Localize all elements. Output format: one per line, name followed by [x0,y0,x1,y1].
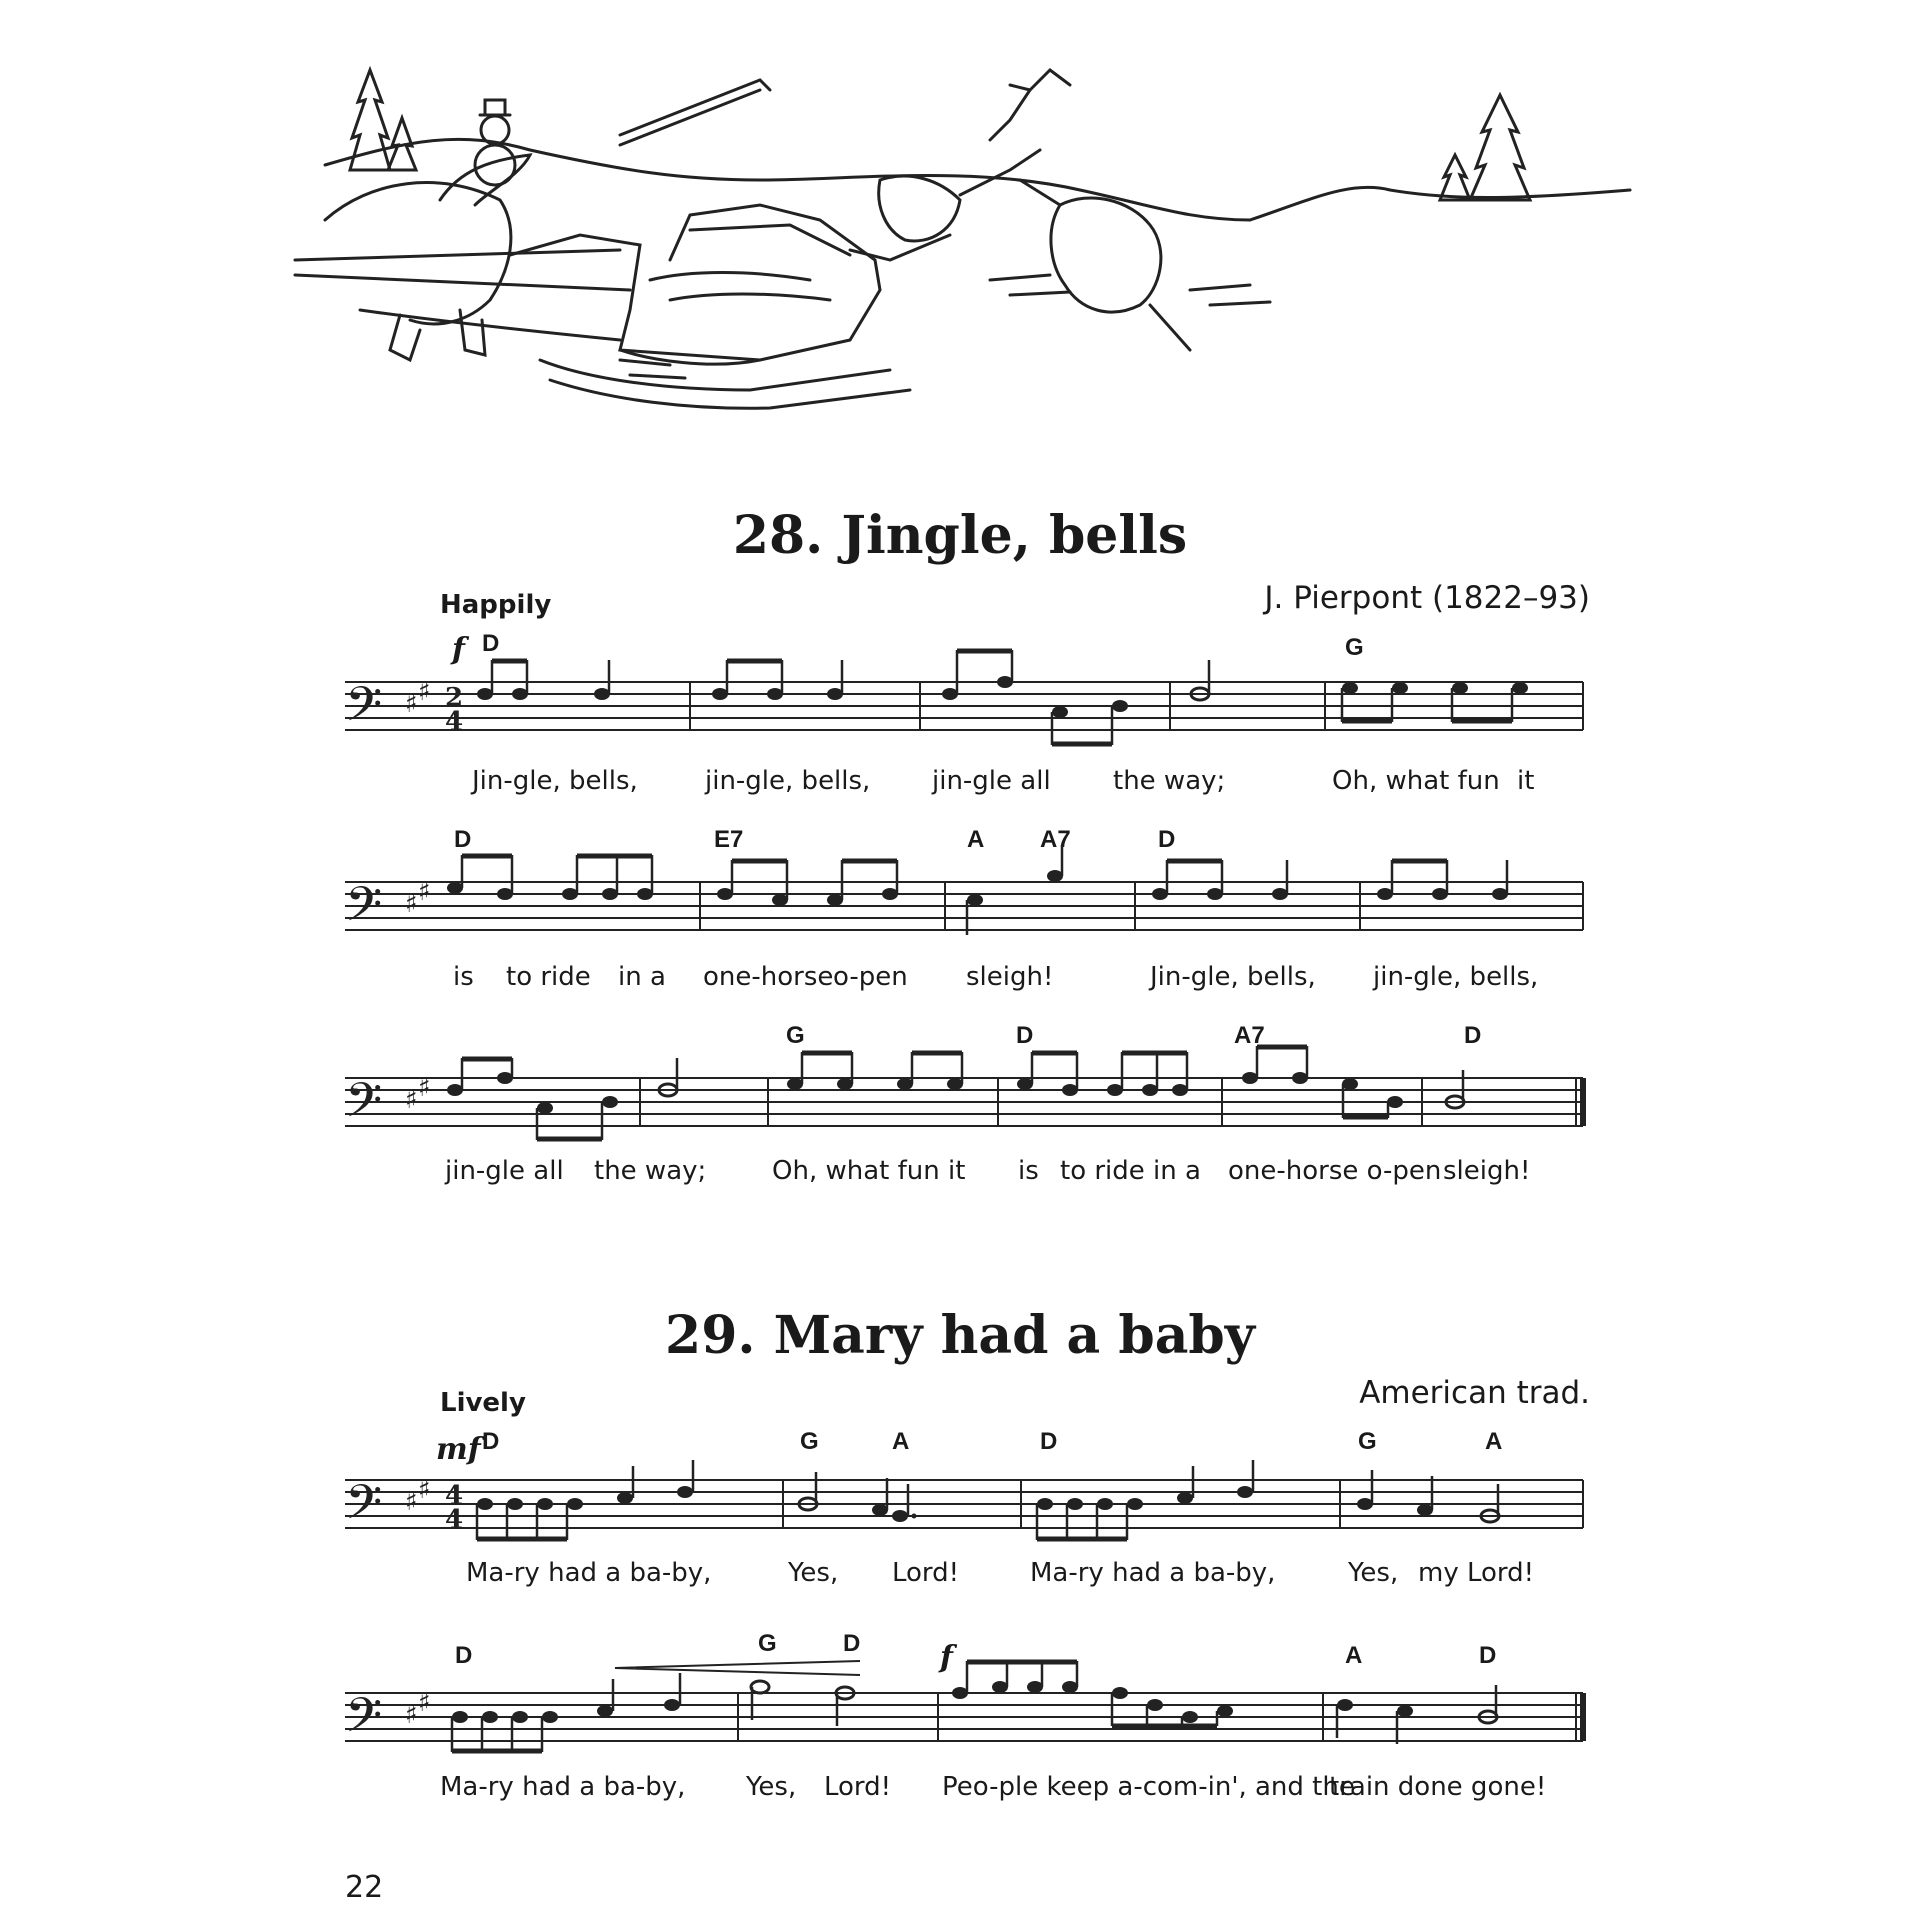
composer-credit: J. Pierpont (1822–93) [1264,580,1590,616]
lyric-syllables: Ma-ry had a ba-by, [1030,1558,1276,1588]
dynamic-marking: f [940,1640,953,1675]
lyric-syllables: Peo-ple keep a-com-in', and the [942,1772,1355,1802]
chord-symbol: G [800,1428,819,1455]
lyric-syllables: Yes, [1348,1558,1399,1588]
chord-symbol: A7 [1040,826,1071,853]
svg-text:♯: ♯ [405,889,418,919]
svg-text:𝄢: 𝄢 [345,1072,383,1140]
chord-symbol: A [967,826,985,853]
lyric-syllables: jin-gle, bells, [1373,962,1539,992]
lyric-syllables: sleigh! [966,962,1054,992]
lyric-syllables: it [1517,766,1535,796]
lyric-syllables: to ride in a [1060,1156,1201,1186]
svg-text:𝄢: 𝄢 [345,1474,383,1542]
chord-symbol: A [892,1428,910,1455]
svg-text:4: 4 [445,1505,464,1535]
chord-symbol: D [843,1630,861,1657]
svg-text:♯: ♯ [405,689,418,719]
chord-symbol: G [786,1022,805,1049]
lyric-syllables: Oh, what fun [1332,766,1500,796]
song-title: 29. Mary had a baby [665,1305,1255,1366]
svg-text:2: 2 [445,683,464,713]
chord-symbol: G [1345,634,1364,661]
svg-text:♯: ♯ [418,1073,431,1103]
chord-symbol: G [1358,1428,1377,1455]
svg-text:♯: ♯ [418,1688,431,1718]
chord-symbol: G [758,1630,777,1657]
svg-text:𝄢: 𝄢 [345,676,383,744]
composer-credit: American trad. [1359,1375,1590,1411]
lyric-syllables: train done gone! [1329,1772,1547,1802]
lyric-syllables: Oh, what fun [772,1156,940,1186]
svg-text:♯: ♯ [405,1700,418,1730]
lyric-syllables: to ride [506,962,591,992]
lyric-syllables: Jin-gle, bells, [1150,962,1316,992]
chord-symbol: A [1485,1428,1503,1455]
chord-symbol: D [455,1642,473,1669]
svg-text:♯: ♯ [405,1085,418,1115]
chord-symbol: D [1464,1022,1482,1049]
lyric-syllables: Jin-gle, bells, [472,766,638,796]
svg-text:♯: ♯ [418,877,431,907]
lyric-syllables: one-horse [703,962,834,992]
lyric-syllables: jin-gle all [932,766,1051,796]
dynamic-marking: f [452,632,465,667]
chord-symbol: D [482,630,500,657]
lyric-syllables: Lord! [824,1772,892,1802]
chord-symbol: A7 [1234,1022,1265,1049]
lyric-syllables: Yes, [788,1558,839,1588]
svg-text:♯: ♯ [405,1487,418,1517]
svg-text:𝄢: 𝄢 [345,876,383,944]
chord-symbol: D [1040,1428,1058,1455]
dynamic-marking: mf [436,1432,481,1467]
lyric-syllables: jin-gle, bells, [705,766,871,796]
svg-text:4: 4 [445,707,464,737]
chord-symbol: A [1345,1642,1363,1669]
lyric-syllables: Ma-ry had a ba-by, [440,1772,686,1802]
lyric-syllables: it [948,1156,966,1186]
chord-symbol: D [1016,1022,1034,1049]
svg-text:♯: ♯ [418,1475,431,1505]
chord-symbol: D [454,826,472,853]
lyric-syllables: o-pen [833,962,908,992]
lyric-syllables: my Lord! [1418,1558,1535,1588]
chord-symbol: D [1158,826,1176,853]
lyric-syllables: sleigh! [1443,1156,1531,1186]
lyric-syllables: is [1018,1156,1039,1186]
lyric-syllables: the way; [594,1156,707,1186]
lyric-syllables: the way; [1113,766,1226,796]
tempo-marking: Happily [440,590,552,620]
lyric-syllables: Yes, [746,1772,797,1802]
song-title: 28. Jingle, bells [732,505,1188,566]
lyric-syllables: jin-gle all [445,1156,564,1186]
chord-symbol: D [482,1428,500,1455]
lyric-syllables: Lord! [892,1558,960,1588]
svg-text:4: 4 [445,1481,464,1511]
chord-symbol: E7 [714,826,744,853]
lyric-syllables: Ma-ry had a ba-by, [466,1558,712,1588]
svg-text:♯: ♯ [418,677,431,707]
lyric-syllables: is [453,962,474,992]
page-number: 22 [345,1870,384,1905]
lyric-syllables: in a [618,962,666,992]
chord-symbol: D [1479,1642,1497,1669]
winter-sleigh-illustration [290,30,1650,450]
lyric-syllables: one-horse o-pen [1228,1156,1442,1186]
svg-text:𝄢: 𝄢 [345,1687,383,1755]
tempo-marking: Lively [440,1388,526,1418]
